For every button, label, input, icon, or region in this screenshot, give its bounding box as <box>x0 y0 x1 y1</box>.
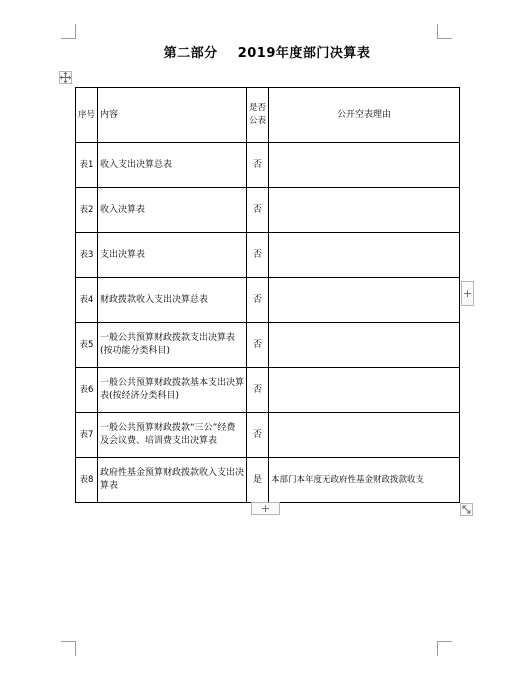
row-code-cell[interactable]: 表1 <box>76 143 98 188</box>
row-public-cell[interactable]: 否 <box>247 323 269 368</box>
row-code-cell[interactable]: 表7 <box>76 413 98 458</box>
table-row <box>76 413 460 458</box>
row-reason-cell[interactable]: 本部门本年度无政府性基金财政拨款收支 <box>269 458 460 503</box>
table-row <box>76 323 460 368</box>
table-row <box>76 458 460 503</box>
row-content-cell[interactable]: 收入决算表 <box>98 188 247 233</box>
row-content-cell[interactable]: 支出决算表 <box>98 233 247 278</box>
crop-mark-bottom-left <box>61 641 76 656</box>
row-content-cell[interactable]: 一般公共预算财政拨款支出决算表 (按功能分类科目) <box>98 323 247 368</box>
row-public-cell[interactable]: 是 <box>247 458 269 503</box>
table-move-handle[interactable] <box>59 71 72 84</box>
crop-mark-top-left <box>61 24 76 39</box>
row-content-cell[interactable]: 政府性基金预算财政拨款收入支出决算表 <box>98 458 247 503</box>
crop-mark-top-right <box>437 24 452 39</box>
table-row <box>76 233 460 278</box>
row-code-cell[interactable]: 表3 <box>76 233 98 278</box>
row-content-cell[interactable]: 财政拨款收入支出决算总表 <box>98 278 247 323</box>
row-reason-cell[interactable] <box>269 233 460 278</box>
row-content-cell[interactable]: 收入支出决算总表 <box>98 143 247 188</box>
plus-icon: + <box>462 287 473 300</box>
row-code-cell[interactable]: 表6 <box>76 368 98 413</box>
plus-icon: + <box>260 502 271 515</box>
row-reason-cell[interactable] <box>269 188 460 233</box>
row-code-cell[interactable]: 表2 <box>76 188 98 233</box>
table-row <box>76 143 460 188</box>
row-content-cell[interactable]: 一般公共预算财政拨款“三公”经费及会议费、培训费支出决算表 <box>98 413 247 458</box>
row-reason-cell[interactable] <box>269 278 460 323</box>
row-public-cell[interactable]: 否 <box>247 368 269 413</box>
table-resize-handle[interactable] <box>460 503 473 516</box>
table-row <box>76 278 460 323</box>
row-public-cell[interactable]: 否 <box>247 413 269 458</box>
add-column-button[interactable] <box>461 281 474 306</box>
row-public-cell[interactable]: 否 <box>247 143 269 188</box>
budget-table <box>75 87 460 503</box>
row-reason-cell[interactable] <box>269 413 460 458</box>
row-content-cell[interactable]: 一般公共预算财政拨款基本支出决算表(按经济分类科目) <box>98 368 247 413</box>
row-reason-cell[interactable] <box>269 323 460 368</box>
row-code-cell[interactable]: 表8 <box>76 458 98 503</box>
header-index[interactable]: 序号 <box>76 88 98 143</box>
row-reason-cell[interactable] <box>269 368 460 413</box>
row-public-cell[interactable]: 否 <box>247 188 269 233</box>
table-row <box>76 368 460 413</box>
crop-mark-bottom-right <box>437 641 452 656</box>
header-content[interactable]: 内容 <box>98 88 247 143</box>
document-title: 第二部分 2019年度部门决算表 <box>163 46 371 61</box>
resize-diagonal-icon <box>461 504 472 515</box>
move-arrows-icon <box>60 72 71 83</box>
table-row <box>76 188 460 233</box>
row-code-cell[interactable]: 表4 <box>76 278 98 323</box>
row-public-cell[interactable]: 否 <box>247 278 269 323</box>
add-row-button[interactable] <box>251 502 280 515</box>
table-header-row <box>76 88 460 143</box>
header-reason[interactable]: 公开空表理由 <box>269 88 460 143</box>
row-public-cell[interactable]: 否 <box>247 233 269 278</box>
row-reason-cell[interactable] <box>269 143 460 188</box>
header-public[interactable]: 是否公表 <box>247 88 269 143</box>
row-code-cell[interactable]: 表5 <box>76 323 98 368</box>
